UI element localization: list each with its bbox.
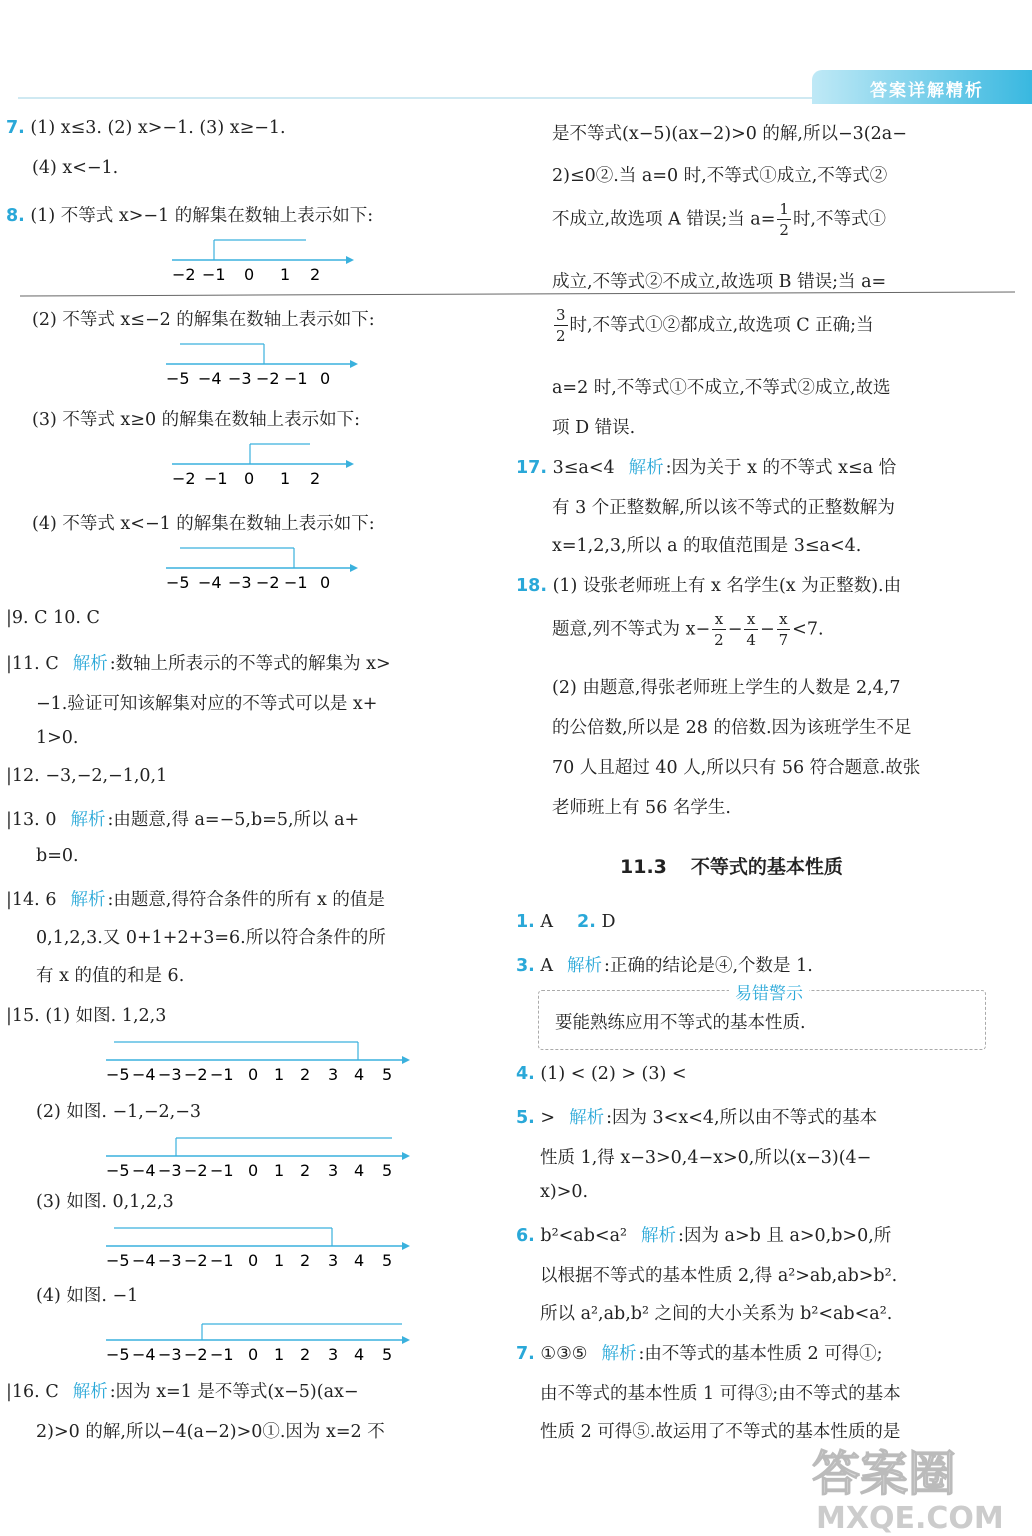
watermark-url: MXQE.COM	[816, 1501, 1004, 1534]
tick-label: 0	[248, 1345, 259, 1364]
tick-label: −2	[184, 1251, 208, 1270]
analysis-label: 解析	[601, 1344, 637, 1364]
tick-label: 5	[382, 1345, 393, 1364]
answer-value: 0	[45, 810, 57, 830]
tick-label: 3	[328, 1251, 339, 1270]
answer-s7-cont: 由不等式的基本性质 1 可得③;由不等式的基本	[540, 1384, 901, 1404]
tick-label: 0	[244, 469, 255, 488]
ticks-15-3	[106, 1251, 392, 1270]
tick-label: −5	[106, 1065, 130, 1084]
tick-label: 3	[328, 1345, 339, 1364]
ticks-15-2	[106, 1161, 392, 1180]
fraction-3-2	[554, 308, 568, 344]
answer-11-cont2: 1>0.	[36, 728, 79, 748]
q-number: 16.	[11, 1382, 40, 1402]
answer-17: 17. 3≤a<4 解析 :因为关于 x 的不等式 x≤a 恰	[516, 458, 897, 478]
tick-label: 0	[244, 265, 255, 284]
tick-label: 1	[274, 1161, 285, 1180]
tick-label: 3	[328, 1161, 339, 1180]
tick-label: 0	[320, 369, 331, 388]
tick-label: 2	[300, 1345, 311, 1364]
tick-label: −2	[184, 1065, 208, 1084]
q-number: 11.	[11, 654, 40, 674]
answer-8-1	[6, 202, 373, 227]
denominator: 2	[779, 221, 789, 239]
ticks-15-1	[106, 1065, 392, 1084]
tick-label: −1	[210, 1161, 234, 1180]
tick-label: 1	[280, 265, 291, 284]
analysis-label: 解析	[72, 654, 108, 674]
answer-s4	[516, 1064, 687, 1084]
header-rule	[18, 97, 818, 99]
numerator: 3	[556, 306, 566, 324]
answer-text: 时,不等式①	[792, 209, 886, 230]
answer-text: 不成立,故选项 A 错误;当 a=	[552, 209, 776, 230]
header-tab-label: 答案详解精析	[870, 81, 984, 101]
answer-s3: 3. A 解析 :正确的结论是④,个数是 1.	[516, 956, 813, 976]
answer-s5: 5. > 解析 :因为 3<x<4,所以由不等式的基本	[516, 1108, 878, 1128]
answer-18-inequality	[552, 612, 824, 648]
answer-16-cont-r3	[552, 202, 886, 238]
tick-label: −2	[184, 1345, 208, 1364]
numerator: x	[777, 612, 791, 630]
answer-text: 因为 3<x<4,所以由不等式的基本	[611, 1108, 878, 1128]
tick-label: −1	[210, 1065, 234, 1084]
number-line-8-4	[160, 540, 360, 592]
answer-7	[6, 118, 286, 138]
tick-label: −2	[172, 469, 196, 488]
answer-16-cont-r1: 是不等式(x−5)(ax−2)>0 的解,所以−3(2a−	[552, 124, 907, 144]
tick-label: −5	[166, 573, 190, 592]
tick-label: −1	[204, 469, 228, 488]
answer-value: b²<ab<a²	[540, 1226, 628, 1246]
answer-text: −3,−2,−1,0,1	[45, 766, 168, 786]
tick-label: −3	[158, 1345, 182, 1364]
answer-text: 因为 x=1 是不等式(x−5)(ax−	[115, 1382, 359, 1402]
tick-label: 2	[310, 265, 321, 284]
q-number: 3.	[516, 956, 535, 976]
analysis-label: 解析	[567, 956, 603, 976]
number-line-15-1	[102, 1032, 414, 1084]
tick-label: −1	[210, 1251, 234, 1270]
answer-text: 正确的结论是④,个数是 1.	[609, 956, 813, 976]
warning-title: 易错警示	[729, 979, 809, 1004]
mistake-warning-box	[538, 984, 986, 1050]
answer-18-2-cont: 的公倍数,所以是 28 的倍数.因为该班学生不足	[552, 718, 912, 738]
tick-label: −4	[132, 1345, 156, 1364]
tick-labels	[172, 265, 320, 284]
header-tab	[812, 70, 1032, 104]
denominator: 2	[714, 631, 724, 649]
tick-label: −1	[284, 369, 308, 388]
answer-text: 由不等式的基本性质 2 可得①;	[644, 1344, 883, 1364]
minus-sign: −	[727, 619, 743, 640]
answer-text: <7.	[792, 619, 824, 640]
tick-label: −3	[158, 1065, 182, 1084]
answer-value: ①③⑤	[540, 1344, 588, 1364]
answer-16-cont-r2: 2)≤0②.当 a=0 时,不等式①成立,不等式②	[552, 166, 888, 186]
tick-label: 0	[248, 1065, 259, 1084]
answer-s5-cont: 性质 1,得 x−3>0,4−x>0,所以(x−3)(4−	[540, 1148, 872, 1168]
numerator: x	[712, 612, 726, 630]
answer-s6: 6. b²<ab<a² 解析 :因为 a>b 且 a>0,b>0,所	[516, 1226, 892, 1246]
analysis-label: 解析	[70, 810, 106, 830]
q-number: 15.	[11, 1006, 40, 1026]
numerator: 1	[779, 200, 789, 218]
answer-14-cont2: 有 x 的值的和是 6.	[36, 966, 185, 986]
tick-label: −1	[210, 1345, 234, 1364]
tick-label: 4	[354, 1161, 365, 1180]
analysis-label: 解析	[72, 1382, 108, 1402]
tick-label: −4	[132, 1065, 156, 1084]
answer-text: 由题意,得 a=−5,b=5,所以 a+	[113, 810, 360, 830]
answer-17-cont2: x=1,2,3,所以 a 的取值范围是 3≤a<4.	[552, 536, 862, 556]
answer-16: |16. C 解析 :因为 x=1 是不等式(x−5)(ax−	[6, 1382, 359, 1402]
tick-label: −3	[228, 573, 252, 592]
tick-label: −1	[202, 265, 226, 284]
answer-8-4: (4) 不等式 x<−1 的解集在数轴上表示如下:	[32, 514, 375, 534]
q-number: 7.	[6, 118, 25, 138]
watermark-text: 答案圈	[812, 1446, 957, 1502]
minus-sign: −	[759, 619, 775, 640]
numerator: x	[744, 612, 758, 630]
section-number: 11.3	[620, 856, 667, 878]
answer-text: (1) 设张老师班上有 x 名学生(x 为正整数).由	[552, 576, 902, 596]
tick-label: 1	[280, 469, 291, 488]
analysis-label: 解析	[70, 890, 106, 910]
tick-label: −5	[106, 1345, 130, 1364]
tick-label: 3	[328, 1065, 339, 1084]
answer-16-cont-r5	[552, 308, 874, 344]
answer-14-cont: 0,1,2,3.又 0+1+2+3=6.所以符合条件的所	[36, 928, 386, 948]
tick-label: −2	[256, 369, 280, 388]
answer-text: 因为 a>b 且 a>0,b>0,所	[683, 1226, 892, 1246]
answer-13: |13. 0 解析 :由题意,得 a=−5,b=5,所以 a+	[6, 810, 360, 830]
answer-text: 时,不等式①②都成立,故选项 C 正确;当	[569, 315, 874, 336]
section-title: 不等式的基本性质	[690, 856, 843, 878]
tick-label: 5	[382, 1251, 393, 1270]
answer-text: 数轴上所表示的不等式的解集为 x>	[115, 654, 391, 674]
q-number: 17.	[516, 458, 548, 478]
tick-label: 4	[354, 1065, 365, 1084]
answer-value: >	[540, 1108, 556, 1128]
answer-14: |14. 6 解析 :由题意,得符合条件的所有 x 的值是	[6, 890, 385, 910]
answer-s5-cont2: x)>0.	[540, 1182, 589, 1202]
answer-text: 题意,列不等式为 x−	[552, 619, 711, 640]
q-number: 5.	[516, 1108, 535, 1128]
tick-label: −4	[132, 1251, 156, 1270]
answer-s7-cont2: 性质 2 可得⑤.故运用了不等式的基本性质的是	[540, 1422, 901, 1442]
answer-15-1: |15. (1) 如图. 1,2,3	[6, 1006, 167, 1026]
tick-label: −4	[132, 1161, 156, 1180]
q-number: 7.	[516, 1344, 535, 1364]
tick-label: 1	[274, 1251, 285, 1270]
tick-label: −5	[106, 1251, 130, 1270]
q-number: 18.	[516, 576, 548, 596]
answer-value: 6	[45, 890, 57, 910]
number-line-15-3	[102, 1218, 414, 1270]
number-line-15-2	[102, 1128, 414, 1180]
fraction-x-7	[777, 612, 791, 648]
answer-16-cont-r6: a=2 时,不等式①不成立,不等式②成立,故选	[552, 378, 891, 398]
tick-label: 4	[354, 1345, 365, 1364]
tick-label: −2	[184, 1161, 208, 1180]
ticks-15-4	[106, 1345, 392, 1364]
answer-s1	[516, 912, 615, 932]
tick-label: −3	[228, 369, 252, 388]
denominator: 4	[746, 631, 756, 649]
number-line-8-1	[166, 232, 356, 284]
answer-16-cont-r7: 项 D 错误.	[552, 418, 636, 438]
answer-18	[516, 572, 901, 597]
fraction-x-2	[712, 612, 726, 648]
number-line-15-4	[102, 1312, 414, 1364]
denominator: 2	[556, 327, 566, 345]
number-line-8-2	[160, 336, 360, 388]
answer-12: |12. −3,−2,−1,0,1	[6, 766, 168, 786]
q-number: 14.	[11, 890, 40, 910]
tick-label: −4	[198, 573, 222, 592]
answer-18-2-cont3: 老师班上有 56 名学生.	[552, 798, 731, 818]
answer-text: 由题意,得符合条件的所有 x 的值是	[113, 890, 385, 910]
denominator: 7	[778, 631, 789, 649]
tick-label: −2	[172, 265, 196, 284]
answer-17-cont: 有 3 个正整数解,所以该不等式的正整数解为	[552, 498, 895, 518]
tick-label: −5	[106, 1161, 130, 1180]
warning-body: 要能熟练应用不等式的基本性质.	[555, 1013, 806, 1033]
answer-s6-cont2: 所以 a²,ab,b² 之间的大小关系为 b²<ab<a².	[540, 1304, 893, 1324]
tick-label: 2	[300, 1251, 311, 1270]
answer-7-cont: (4) x<−1.	[32, 158, 119, 178]
tick-label: 5	[382, 1065, 393, 1084]
q-number: 8.	[6, 206, 25, 226]
analysis-label: 解析	[628, 458, 664, 478]
answer-8-2: (2) 不等式 x≤−2 的解集在数轴上表示如下:	[32, 310, 375, 330]
answer-value: A	[540, 956, 554, 976]
tick-label: 1	[274, 1065, 285, 1084]
answer-text: (1) 不等式 x>−1 的解集在数轴上表示如下:	[30, 206, 374, 226]
answer-15-3: (3) 如图. 0,1,2,3	[36, 1192, 174, 1212]
answer-16-cont: 2)>0 的解,所以−4(a−2)>0①.因为 x=2 不	[36, 1422, 385, 1442]
answer-18-2: (2) 由题意,得张老师班上学生的人数是 2,4,7	[552, 678, 901, 698]
tick-label: −1	[284, 573, 308, 592]
answer-value: A	[540, 912, 554, 932]
fraction-x-4	[744, 612, 758, 648]
answer-value: 3≤a<4	[552, 458, 615, 478]
answer-text: (1) < (2) > (3) <	[540, 1064, 687, 1084]
answer-11: |11. C 解析 :数轴上所表示的不等式的解集为 x>	[6, 654, 391, 674]
tick-label: 2	[300, 1065, 311, 1084]
fraction-1-2	[777, 202, 791, 238]
answer-value: C	[45, 654, 59, 674]
tick-label: −4	[198, 369, 222, 388]
watermark-logo	[802, 1438, 1022, 1534]
answer-15-2: (2) 如图. −1,−2,−3	[36, 1102, 201, 1122]
section-heading	[620, 852, 843, 879]
answer-value: C	[45, 1382, 59, 1402]
answer-s6-cont: 以根据不等式的基本性质 2,得 a²>ab,ab>b².	[540, 1266, 898, 1286]
answer-18-2-cont2: 70 人且超过 40 人,所以只有 56 符合题意.故张	[552, 758, 921, 778]
tick-label: 0	[320, 573, 331, 592]
answer-8-3: (3) 不等式 x≥0 的解集在数轴上表示如下:	[32, 410, 361, 430]
tick-label: −5	[166, 369, 190, 388]
answer-13-cont: b=0.	[36, 846, 79, 866]
q-number: 13.	[11, 810, 40, 830]
answer-15-4: (4) 如图. −1	[36, 1286, 139, 1306]
tick-label: 1	[274, 1345, 285, 1364]
tick-label: 0	[248, 1251, 259, 1270]
q-number: 2.	[577, 912, 596, 932]
answer-s7: 7. ①③⑤ 解析 :由不等式的基本性质 2 可得①;	[516, 1344, 883, 1364]
answer-11-cont: −1.验证可知该解集对应的不等式可以是 x+	[36, 694, 378, 714]
answer-text: (1) 如图. 1,2,3	[45, 1006, 167, 1026]
tick-label: 2	[300, 1161, 311, 1180]
q-number: 6.	[516, 1226, 535, 1246]
answer-text: 因为关于 x 的不等式 x≤a 恰	[671, 458, 897, 478]
answer-text: 9. C 10. C	[11, 608, 100, 628]
analysis-label: 解析	[569, 1108, 605, 1128]
tick-label: −3	[158, 1251, 182, 1270]
answer-text: (1) x≤3. (2) x>−1. (3) x≥−1.	[30, 118, 286, 138]
tick-label: −2	[256, 573, 280, 592]
answer-value: D	[601, 912, 616, 932]
tick-label: 0	[248, 1161, 259, 1180]
tick-label: 4	[354, 1251, 365, 1270]
analysis-label: 解析	[641, 1226, 677, 1246]
tick-label: 2	[310, 469, 321, 488]
q-number: 12.	[11, 766, 40, 786]
tick-label: −3	[158, 1161, 182, 1180]
number-line-8-3	[166, 436, 356, 488]
q-number: 4.	[516, 1064, 535, 1084]
answer-9-10: |9. C 10. C	[6, 608, 100, 628]
answer-16-cont-r4: 成立,不等式②不成立,故选项 B 错误;当 a=	[552, 272, 887, 292]
q-number: 1.	[516, 912, 535, 932]
tick-label: 5	[382, 1161, 393, 1180]
